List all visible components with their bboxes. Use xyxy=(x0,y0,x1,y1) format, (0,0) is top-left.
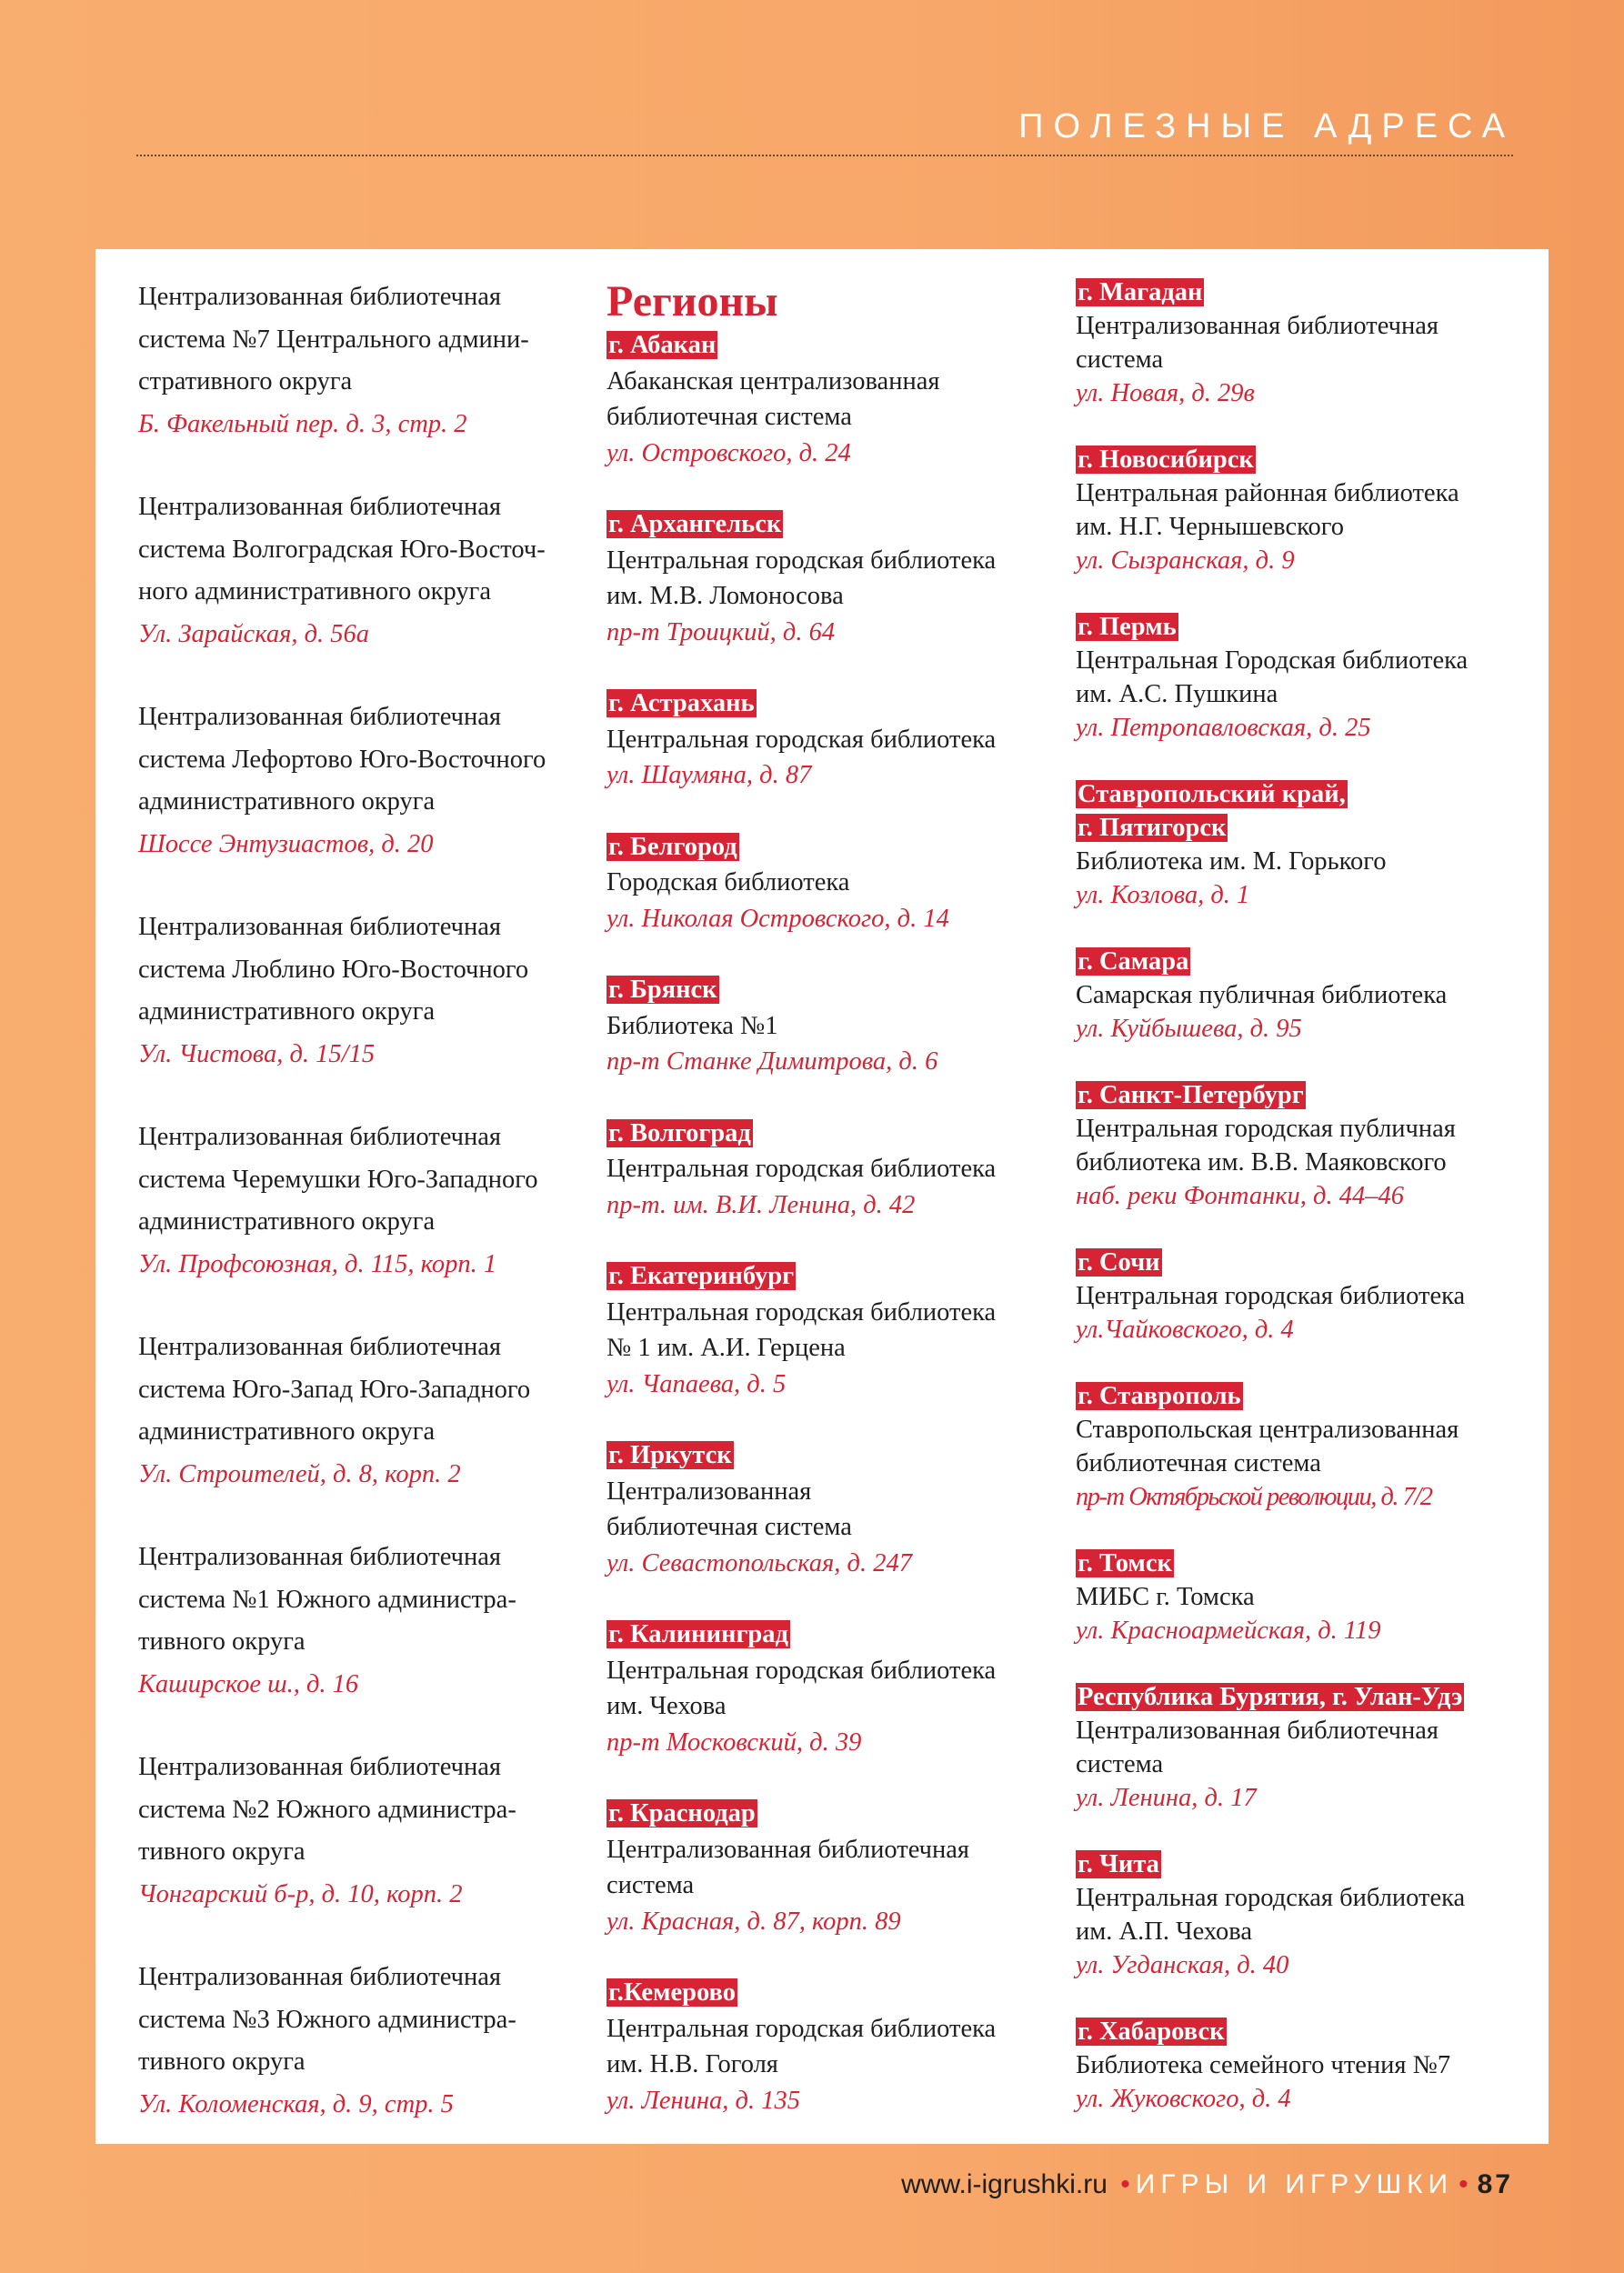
region-entry xyxy=(1076,945,1521,1046)
city-label: г. Хабаровск xyxy=(1078,2018,1225,2046)
library-address: пр-т Московский, д. 39 xyxy=(606,1727,862,1757)
library-address: пр-т Троицкий, д. 64 xyxy=(606,617,836,646)
region-entry xyxy=(606,1617,1034,1760)
library-name: Централизованная библиотечная система xyxy=(606,1835,969,1899)
city-label: г. Брянск xyxy=(608,976,717,1004)
region-entry xyxy=(606,1258,1034,1402)
bullet-separator: • xyxy=(1459,2169,1469,2199)
moscow-column xyxy=(138,276,566,2126)
city-label: г. Новосибирск xyxy=(1078,446,1254,474)
library-entry xyxy=(138,696,566,866)
library-entry xyxy=(138,486,566,656)
region-entry xyxy=(1076,777,1521,912)
city-label: г. Магадан xyxy=(1078,278,1203,306)
library-address: ул. Чапаева, д. 5 xyxy=(606,1369,787,1398)
regions-column-1 xyxy=(606,278,1034,2118)
bullet-separator: • xyxy=(1120,2169,1130,2199)
region-entry xyxy=(606,1975,1034,2118)
library-address: ул. Жуковского, д. 4 xyxy=(1076,2085,1291,2113)
library-name: Центральная районная библиотека им. Н.Г. Чернышевского xyxy=(1076,479,1459,541)
library-address: ул. Новая, д. 29в xyxy=(1076,379,1255,407)
library-address: ул. Ленина, д. 135 xyxy=(606,2086,800,2115)
library-address: Чонгарский б-р, д. 10, корп. 2 xyxy=(138,1879,463,1908)
city-label: г. Волгоград xyxy=(608,1118,751,1147)
library-address: ул. Шаумяна, д. 87 xyxy=(606,761,812,789)
library-name: Централизованная библиотечная система xyxy=(1076,312,1439,374)
library-name: Центральная городская библиотека им. А.П. Чехова xyxy=(1076,1884,1466,1946)
library-address: ул. Угданская, д. 40 xyxy=(1076,1951,1289,1979)
library-address: Ул. Чистова, д. 15/15 xyxy=(138,1039,376,1068)
city-label: г. Сочи xyxy=(1078,1248,1160,1277)
regions-heading: Регионы xyxy=(606,277,778,325)
library-name: Центральная Городская библиотека им. А.С. Пушкина xyxy=(1076,646,1469,708)
city-label: г. Самара xyxy=(1078,947,1189,976)
library-name: Библиотека №1 xyxy=(606,1011,778,1040)
library-name: Централизованная библиотечная система Лефортово Юго-Восточного административного округа xyxy=(138,703,546,816)
library-address: ул. Ленина, д. 17 xyxy=(1076,1784,1257,1812)
library-name: Централизованная библиотечная система №2 Южного администра- тивного округа xyxy=(138,1753,516,1866)
city-label: г. Белгород xyxy=(608,832,737,861)
library-address: Ул. Зарайская, д. 56а xyxy=(138,619,369,648)
region-entry xyxy=(606,327,1034,471)
library-address: ул.Чайковского, д. 4 xyxy=(1076,1316,1294,1344)
library-name: Централизованная библиотечная система Волгоградская Юго-Восточ- ного административного округа xyxy=(138,493,546,606)
library-name: Самарская публичная библиотека xyxy=(1076,981,1448,1009)
library-address: Каширское ш., д. 16 xyxy=(138,1669,359,1698)
library-address: ул. Куйбышева, д. 95 xyxy=(1076,1015,1302,1043)
library-name: МИБС г. Томска xyxy=(1076,1583,1255,1611)
library-name: Централизованная библиотечная система Юго-Запад Юго-Западного административного округа xyxy=(138,1333,531,1446)
city-label: г. Чита xyxy=(1078,1850,1159,1878)
region-entry xyxy=(606,972,1034,1080)
region-entry xyxy=(606,1437,1034,1581)
region-entry xyxy=(1076,1379,1521,1514)
city-label: г. Архангельск xyxy=(608,510,782,538)
city-label: Ставропольский край, г. Пятигорск xyxy=(1078,780,1346,842)
region-entry xyxy=(606,829,1034,937)
city-label: г. Астрахань xyxy=(608,689,755,717)
city-label: г. Ставрополь xyxy=(1078,1382,1241,1410)
website-link[interactable]: www.i-igrushki.ru xyxy=(901,2169,1108,2199)
library-name: Централизованная библиотечная система Люблино Юго-Восточного административного округа xyxy=(138,913,529,1026)
library-entry xyxy=(138,1957,566,2126)
addresses-card xyxy=(95,249,1549,2144)
region-entry xyxy=(606,506,1034,650)
region-entry xyxy=(1076,2015,1521,2116)
city-label: Республика Бурятия, г. Улан-Удэ xyxy=(1078,1683,1463,1711)
library-name: Центральная городская библиотека xyxy=(1076,1282,1466,1310)
region-entry xyxy=(606,1796,1034,1939)
library-address: пр-т Октябрьской революции, д. 7/2 xyxy=(1076,1483,1432,1511)
library-address: Ул. Коломенская, д. 9, стр. 5 xyxy=(138,2089,454,2118)
city-label: г.Кемерово xyxy=(608,1978,736,2007)
library-name: Централизованная библиотечная система №3 Южного администра- тивного округа xyxy=(138,1963,516,2076)
library-address: ул. Севастопольская, д. 247 xyxy=(606,1548,912,1577)
library-address: Ул. Профсоюзная, д. 115, корп. 1 xyxy=(138,1249,497,1278)
page-footer xyxy=(901,2169,1513,2200)
section-title: ПОЛЕЗНЫЕ АДРЕСА xyxy=(1018,107,1515,145)
library-entry xyxy=(138,1747,566,1916)
library-entry xyxy=(138,1116,566,1286)
library-name: Городская библиотека xyxy=(606,868,850,896)
library-name: Ставропольская централизованная библиотечная система xyxy=(1076,1416,1459,1477)
library-name: Центральная городская библиотека xyxy=(606,1155,997,1183)
library-address: ул. Козлова, д. 1 xyxy=(1076,881,1250,909)
region-entry xyxy=(606,686,1034,794)
region-entry xyxy=(1076,443,1521,577)
region-entry xyxy=(1076,1547,1521,1647)
library-entry xyxy=(138,906,566,1076)
library-name: Централизованная библиотечная система №7 Центрального админи- стративного округа xyxy=(138,283,529,396)
city-label: г. Калининград xyxy=(608,1620,788,1648)
library-address: Ул. Строителей, д. 8, корп. 2 xyxy=(138,1459,461,1488)
city-label: г. Абакан xyxy=(608,331,717,359)
city-label: г. Санкт-Петербург xyxy=(1078,1081,1304,1109)
library-name: Библиотека семейного чтения №7 xyxy=(1076,2051,1451,2079)
library-address: Б. Факельный пер. д. 3, стр. 2 xyxy=(138,409,467,438)
magazine-name: ИГРЫ И ИГРУШКИ xyxy=(1135,2169,1454,2199)
library-name: Централизованная библиотечная система xyxy=(1076,1717,1439,1778)
library-name: Централизованная библиотечная система Черемушки Юго-Западного административного округа xyxy=(138,1123,538,1236)
region-entry xyxy=(1076,610,1521,745)
library-entry xyxy=(138,276,566,446)
city-label: г. Томск xyxy=(1078,1549,1172,1577)
page-number: 87 xyxy=(1477,2169,1513,2199)
library-name: Централизованная библиотечная система xyxy=(606,1477,852,1541)
regions-column-2 xyxy=(1076,275,1521,2116)
library-address: ул. Николая Островского, д. 14 xyxy=(606,904,949,933)
library-address: ул. Красная, д. 87, корп. 89 xyxy=(606,1907,901,1936)
region-entry xyxy=(1076,1078,1521,1213)
city-label: г. Екатеринбург xyxy=(608,1262,795,1290)
region-entry xyxy=(1076,1847,1521,1982)
library-name: Центральная городская библиотека им. Н.В. Гоголя xyxy=(606,2014,997,2078)
library-address: Шоссе Энтузиастов, д. 20 xyxy=(138,829,434,858)
library-name: Центральная городская библиотека им. Чехова xyxy=(606,1656,997,1720)
library-address: ул. Островского, д. 24 xyxy=(606,438,851,467)
city-label: г. Пермь xyxy=(1078,613,1177,641)
header-divider xyxy=(136,155,1513,156)
library-name: Централизованная библиотечная система №1 Южного администра- тивного округа xyxy=(138,1543,516,1656)
region-entry xyxy=(1076,1246,1521,1347)
library-address: наб. реки Фонтанки, д. 44–46 xyxy=(1076,1182,1404,1210)
library-address: ул. Красноармейская, д. 119 xyxy=(1076,1617,1381,1645)
library-name: Библиотека им. М. Горького xyxy=(1076,847,1387,876)
library-address: ул. Сызранская, д. 9 xyxy=(1076,546,1295,575)
library-address: пр-т. им. В.И. Ленина, д. 42 xyxy=(606,1190,916,1219)
library-name: Центральная городская библиотека им. М.В. Ломоносова xyxy=(606,546,997,610)
region-entry xyxy=(1076,1680,1521,1815)
library-entry xyxy=(138,1537,566,1706)
library-address: ул. Петропавловская, д. 25 xyxy=(1076,714,1371,742)
library-address: пр-т Станке Димитрова, д. 6 xyxy=(606,1047,938,1076)
library-name: Центральная городская библиотека xyxy=(606,725,997,754)
city-label: г. Краснодар xyxy=(608,1799,756,1827)
library-name: Центральная городская публичная библиотека им. В.В. Маяковского xyxy=(1076,1115,1456,1177)
region-entry xyxy=(606,1116,1034,1224)
library-name: Центральная городская библиотека № 1 им. А.И. Герцена xyxy=(606,1297,997,1362)
library-name: Абаканская централизованная библиотечная система xyxy=(606,366,940,431)
city-label: г. Иркутск xyxy=(608,1441,732,1469)
library-entry xyxy=(138,1327,566,1496)
region-entry xyxy=(1076,275,1521,410)
